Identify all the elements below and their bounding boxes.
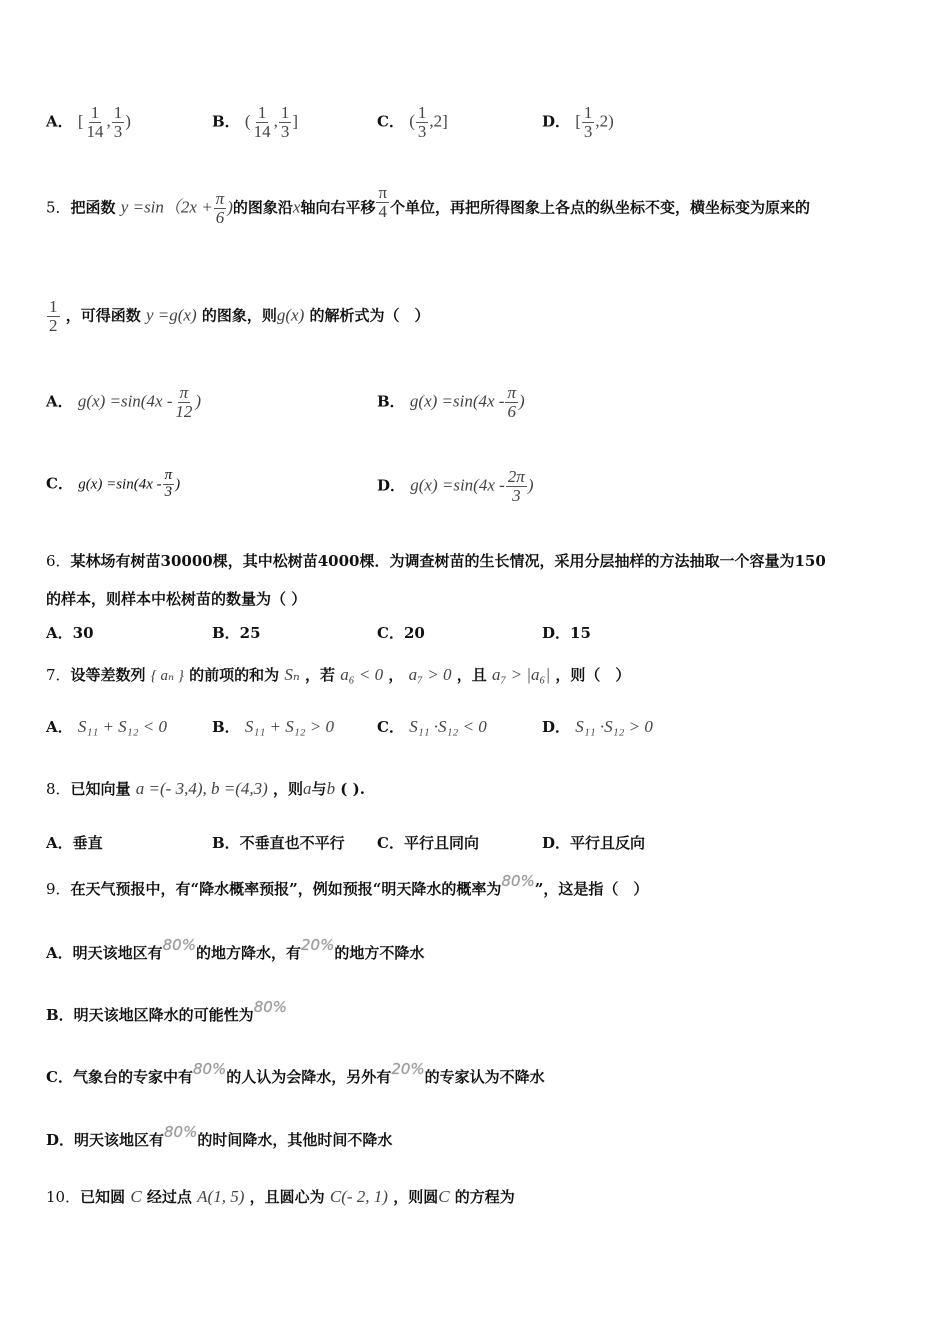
q5-option-a: A． g(x) =sin(4x - $\frac{\pi}{12}$ ) [46,383,202,421]
q8-option-a: A．垂直 [46,834,103,852]
q7-option-a: A． S₁₁ + S₁₂ < 0 [46,717,167,736]
question-5-stem-line1: 5．把函数 y =sin（2x + $\frac{\pi}{6}$ )的图象沿x轴向右平移 $\frac{\pi}{4}$ 个单位，再把所得图象上各点的纵坐标不变，横坐标变为原来的 [46,183,811,227]
q4-option-c: C． ( $\frac{1}{3}$ ,2] [377,103,448,141]
q4-option-b: B． ( $\frac{1}{14}$ , $\frac{1}{3}$ ] [212,103,299,141]
q6-option-a: A．30 [46,624,94,642]
question-8-stem: 8．已知向量 a =(- 3,4), b =(4,3) ，则a与b ( ). [46,779,365,798]
q9-option-d: D．明天该地区有80%的时间降水，其他时间不降水 [46,1123,393,1149]
q9-option-a: A．明天该地区有80%的地方降水，有20%的地方不降水 [46,936,425,962]
q8-option-c: C．平行且同向 [377,834,479,852]
question-5-stem-line2: $\frac{1}{2}$ ，可得函数 y =g(x) 的图象，则g(x) 的解析式为（ ） [49,297,430,335]
q6-option-c: C．20 [377,624,425,642]
q4-option-d: D． [ $\frac{1}{3}$ ,2) [542,103,614,141]
q8-option-d: D．平行且反向 [542,834,646,852]
question-10-stem: 10．已知圆 C 经过点 A(1, 5) ，且圆心为 C(- 2, 1) ，则圆C 的方程为 [46,1187,515,1206]
q7-option-d: D． S₁₁ ·S₁₂ > 0 [542,717,653,736]
q9-option-b: B．明天该地区降水的可能性为80% [46,998,288,1024]
q7-option-b: B． S₁₁ + S₁₂ > 0 [212,717,335,736]
question-7-stem: 7．设等差数列 { aₙ } 的前项的和为 Sₙ ，若 a₆ < 0 ， a₇ > 0 ，且 a₇ > |a₆| ，则（ ） [46,665,631,684]
q4-option-a: A． [ $\frac{1}{14}$ , $\frac{1}{3}$ ) [46,103,131,141]
q6-option-d: D．15 [542,624,591,642]
q6-option-b: B．25 [212,624,261,642]
q5-option-d: D． g(x) =sin(4x - $\frac{2\pi}{3}$ ) [377,467,534,505]
question-6-stem-line1: 6．某林场有树苗30000棵，其中松树苗4000棵．为调查树苗的生长情况，采用分层抽样的方法抽取一个容量为150 [46,552,826,570]
percent-80: 80% [501,872,535,890]
q7-option-c: C． S₁₁ ·S₁₂ < 0 [377,717,487,736]
q9-option-c: C．气象台的专家中有80%的人认为会降水，另外有20%的专家认为不降水 [46,1060,545,1086]
q5-option-b: B． g(x) =sin(4x - $\frac{\pi}{6}$ ) [377,383,525,421]
question-6-stem-line2: 的样本，则样本中松树苗的数量为（ ） [46,590,307,608]
q5-option-c: C． g(x) =sin(4x - $\frac{\pi}{3}$ ) [46,467,181,500]
question-9-stem: 9．在天气预报中，有“降水概率预报”，例如预报“明天降水的概率为80%”，这是指（ ） [46,872,649,898]
q8-option-b: B．不垂直也不平行 [212,834,345,852]
